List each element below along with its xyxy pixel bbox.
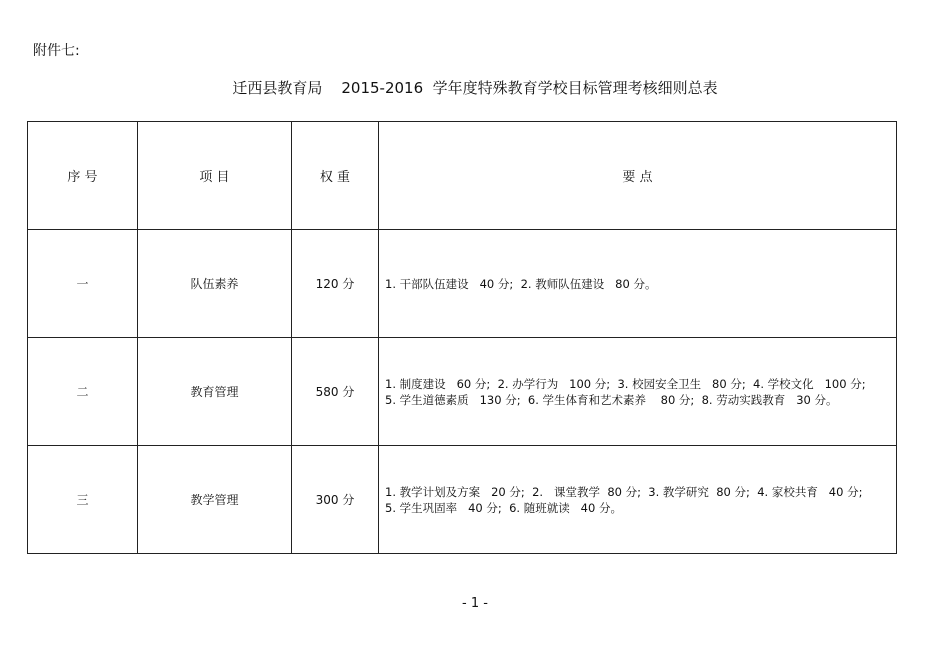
points-line: 5. 学生巩固率 40 分; 6. 随班就读 40 分。: [385, 500, 622, 515]
header-weight: 权 重: [292, 122, 379, 230]
points-line: 1. 教学计划及方案 20 分; 2. 课堂教学 80 分; 3. 教学研究 80 分; 4. 家校共育 40 分;: [385, 484, 863, 499]
table-row: [28, 338, 897, 446]
row-points: [379, 338, 897, 446]
document-title: 迁西县教育局 2015-2016 学年度特殊教育学校目标管理考核细则总表: [232, 79, 718, 97]
points-line: 1. 干部队伍建设 40 分; 2. 教师队伍建设 80 分。: [385, 276, 657, 291]
table-row: [28, 230, 897, 338]
row-points: [379, 230, 897, 338]
row-item: 队伍素养: [138, 230, 292, 338]
header-item: 项 目: [138, 122, 292, 230]
table-row: [28, 446, 897, 554]
assessment-table: [27, 121, 897, 554]
row-weight: 300 分: [292, 446, 379, 554]
row-seq: 一: [28, 230, 138, 338]
row-seq: 三: [28, 446, 138, 554]
row-seq: 二: [28, 338, 138, 446]
points-line: 5. 学生道德素质 130 分; 6. 学生体育和艺术素养 80 分; 8. 劳动实践教育 30 分。: [385, 392, 838, 407]
row-item: 教学管理: [138, 446, 292, 554]
attachment-label: 附件七:: [33, 43, 80, 59]
page-number: - 1 -: [462, 596, 488, 611]
row-item: 教育管理: [138, 338, 292, 446]
row-weight: 120 分: [292, 230, 379, 338]
row-points: [379, 446, 897, 554]
header-seq: 序 号: [28, 122, 138, 230]
row-weight: 580 分: [292, 338, 379, 446]
table-header-row: [28, 122, 897, 230]
header-points: 要 点: [379, 122, 897, 230]
points-line: 1. 制度建设 60 分; 2. 办学行为 100 分; 3. 校园安全卫生 80 分; 4. 学校文化 100 分;: [385, 376, 866, 391]
